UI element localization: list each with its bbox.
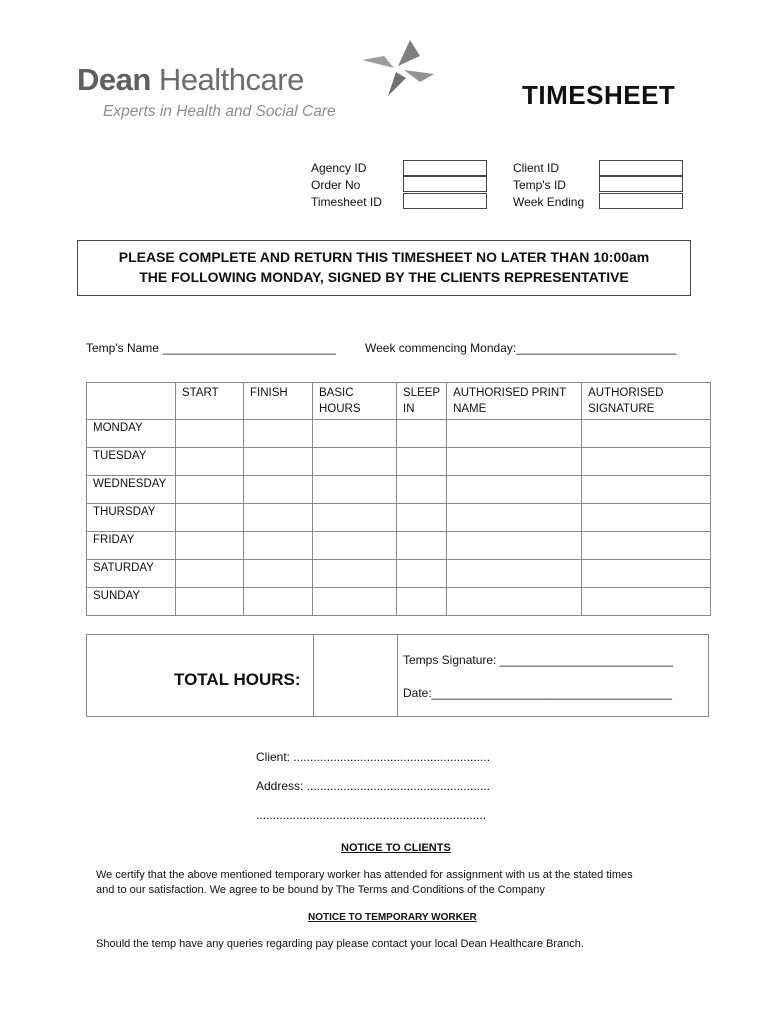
signature-cell[interactable] bbox=[582, 532, 711, 560]
order-no-field[interactable] bbox=[403, 176, 487, 192]
total-hours-field[interactable] bbox=[314, 635, 397, 716]
header-authorised-print-name: AUTHORISED PRINT NAME bbox=[447, 383, 582, 420]
signature-cell[interactable] bbox=[582, 420, 711, 448]
temps-id-field[interactable] bbox=[599, 176, 683, 192]
day-label: SUNDAY bbox=[87, 588, 176, 616]
temps-name-field[interactable]: Temp's Name __________________________ bbox=[86, 341, 336, 355]
signature-cell[interactable] bbox=[582, 504, 711, 532]
logo-name-rest: Healthcare bbox=[150, 62, 304, 97]
header-authorised-signature: AUTHORISED SIGNATURE bbox=[582, 383, 711, 420]
basic-hours-cell[interactable] bbox=[313, 560, 397, 588]
signature-cell[interactable] bbox=[582, 476, 711, 504]
day-label: TUESDAY bbox=[87, 448, 176, 476]
finish-cell[interactable] bbox=[244, 420, 313, 448]
sleep-in-cell[interactable] bbox=[397, 560, 447, 588]
basic-hours-cell[interactable] bbox=[313, 504, 397, 532]
timesheet-id-field[interactable] bbox=[403, 193, 487, 209]
address-field[interactable]: Address: ....................................................... bbox=[256, 779, 491, 793]
print-name-cell[interactable] bbox=[447, 560, 582, 588]
print-name-cell[interactable] bbox=[447, 504, 582, 532]
total-hours-label: TOTAL HOURS: bbox=[174, 670, 301, 689]
basic-hours-cell[interactable] bbox=[313, 420, 397, 448]
table-row bbox=[87, 504, 711, 532]
start-cell[interactable] bbox=[176, 420, 244, 448]
print-name-cell[interactable] bbox=[447, 476, 582, 504]
finish-cell[interactable] bbox=[244, 560, 313, 588]
company-logo bbox=[77, 62, 304, 98]
finish-cell[interactable] bbox=[244, 476, 313, 504]
print-name-cell[interactable] bbox=[447, 532, 582, 560]
header-finish: FINISH bbox=[244, 383, 313, 420]
signature-cell[interactable] bbox=[582, 588, 711, 616]
header-sleep-in: SLEEP IN bbox=[397, 383, 447, 420]
finish-cell[interactable] bbox=[244, 532, 313, 560]
client-id-label: Client ID bbox=[513, 161, 560, 175]
start-cell[interactable] bbox=[176, 448, 244, 476]
basic-hours-cell[interactable] bbox=[313, 448, 397, 476]
start-cell[interactable] bbox=[176, 560, 244, 588]
header-basic-hours: BASIC HOURS bbox=[313, 383, 397, 420]
notice-to-clients-line-1: We certify that the above mentioned temporary worker has attended for assignment with us at the stated times bbox=[96, 869, 633, 881]
week-ending-field[interactable] bbox=[599, 193, 683, 209]
logo-name-bold: Dean bbox=[77, 62, 151, 97]
day-label: SATURDAY bbox=[87, 560, 176, 588]
sleep-in-cell[interactable] bbox=[397, 588, 447, 616]
start-cell[interactable] bbox=[176, 476, 244, 504]
print-name-cell[interactable] bbox=[447, 588, 582, 616]
finish-cell[interactable] bbox=[244, 448, 313, 476]
table-row bbox=[87, 420, 711, 448]
agency-id-label: Agency ID bbox=[311, 161, 367, 175]
page-title: TIMESHEET bbox=[522, 80, 676, 110]
header-day bbox=[87, 383, 176, 420]
table-header-row bbox=[87, 383, 711, 420]
start-cell[interactable] bbox=[176, 504, 244, 532]
print-name-cell[interactable] bbox=[447, 420, 582, 448]
return-notice-box bbox=[77, 240, 691, 296]
notice-line-2: THE FOLLOWING MONDAY, SIGNED BY THE CLIENTS REPRESENTATIVE bbox=[139, 269, 629, 285]
table-row bbox=[87, 476, 711, 504]
start-cell[interactable] bbox=[176, 588, 244, 616]
client-id-field[interactable] bbox=[599, 160, 683, 176]
basic-hours-cell[interactable] bbox=[313, 532, 397, 560]
day-label: THURSDAY bbox=[87, 504, 176, 532]
sleep-in-cell[interactable] bbox=[397, 532, 447, 560]
signature-cell[interactable] bbox=[582, 448, 711, 476]
basic-hours-cell[interactable] bbox=[313, 588, 397, 616]
basic-hours-cell[interactable] bbox=[313, 476, 397, 504]
timesheet-id-label: Timesheet ID bbox=[311, 195, 382, 209]
finish-cell[interactable] bbox=[244, 588, 313, 616]
sleep-in-cell[interactable] bbox=[397, 504, 447, 532]
notice-to-clients-heading: NOTICE TO CLIENTS bbox=[341, 842, 451, 854]
signature-cell[interactable] bbox=[582, 560, 711, 588]
client-field[interactable]: Client: ........................................................... bbox=[256, 750, 491, 764]
table-row bbox=[87, 448, 711, 476]
start-cell[interactable] bbox=[176, 532, 244, 560]
print-name-cell[interactable] bbox=[447, 448, 582, 476]
sleep-in-cell[interactable] bbox=[397, 448, 447, 476]
hours-table bbox=[86, 382, 711, 616]
notice-to-temporary-worker-heading: NOTICE TO TEMPORARY WORKER bbox=[308, 912, 477, 923]
table-row bbox=[87, 560, 711, 588]
sleep-in-cell[interactable] bbox=[397, 420, 447, 448]
table-row bbox=[87, 588, 711, 616]
date-field[interactable]: Date:____________________________________ bbox=[403, 686, 672, 700]
notice-to-temporary-worker-text: Should the temp have any queries regarding pay please contact your local Dean Healthcare Branch. bbox=[96, 938, 584, 950]
temps-signature-field[interactable]: Temps Signature: __________________________ bbox=[403, 653, 674, 667]
address-line-2-field[interactable]: ..................................................................... bbox=[256, 808, 487, 822]
header-start: START bbox=[176, 383, 244, 420]
finish-cell[interactable] bbox=[244, 504, 313, 532]
logo-tagline: Experts in Health and Social Care bbox=[103, 103, 336, 120]
week-ending-label: Week Ending bbox=[513, 195, 585, 209]
day-label: FRIDAY bbox=[87, 532, 176, 560]
totals-divider bbox=[397, 634, 398, 717]
day-label: WEDNESDAY bbox=[87, 476, 176, 504]
week-commencing-field[interactable]: Week commencing Monday:________________________ bbox=[365, 341, 677, 355]
day-label: MONDAY bbox=[87, 420, 176, 448]
order-no-label: Order No bbox=[311, 178, 361, 192]
table-row bbox=[87, 532, 711, 560]
dean-healthcare-star-mark-icon bbox=[358, 38, 436, 98]
temps-id-label: Temp's ID bbox=[513, 178, 566, 192]
sleep-in-cell[interactable] bbox=[397, 476, 447, 504]
notice-line-1: PLEASE COMPLETE AND RETURN THIS TIMESHEET NO LATER THAN 10:00am bbox=[118, 249, 650, 265]
agency-id-field[interactable] bbox=[403, 160, 487, 176]
notice-to-clients-line-2: and to our satisfaction. We agree to be bound by The Terms and Conditions of the Company bbox=[96, 884, 545, 896]
